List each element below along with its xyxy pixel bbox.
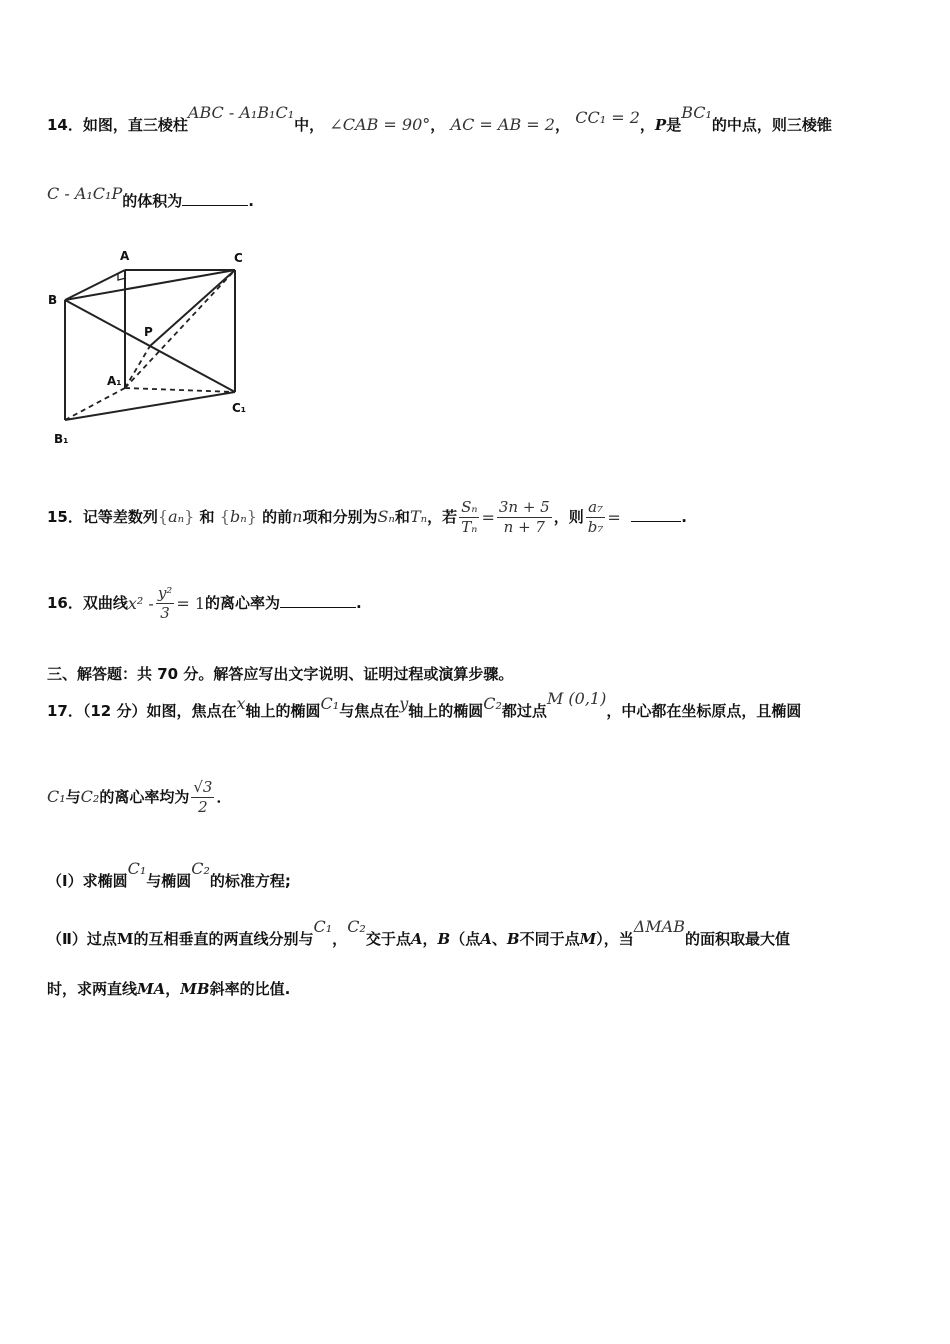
q17-part2-math-c2: C₂ — [347, 917, 366, 936]
q17-part2-point-a: A — [480, 930, 492, 948]
q14-point-p: P — [654, 116, 667, 134]
q15-text: 和 — [394, 508, 410, 526]
q15-frac3-num: a₇ — [586, 498, 606, 518]
q17-part1-text: （Ⅰ）求椭圆 — [47, 872, 128, 890]
q17-math-y: y — [399, 694, 409, 713]
q16-line — [47, 584, 362, 623]
line-cp — [150, 270, 235, 346]
q17-part2-point-b: B — [506, 930, 520, 948]
q17-part1-math-c1: C₁ — [127, 859, 147, 878]
q17-part2-line-1 — [47, 917, 790, 949]
q17-part2-line-2 — [47, 978, 290, 999]
q14-line-2 — [47, 184, 254, 211]
q15-frac1-num: Sₙ — [461, 498, 478, 516]
brace-close: } — [184, 507, 195, 526]
q15-frac2-num: 3n + 5 — [498, 498, 550, 516]
q17-part2-text: 的面积取最大值 — [684, 930, 790, 948]
q17-part2-text: （点 — [450, 930, 481, 948]
q17-math-c2: C₂ — [483, 694, 502, 713]
q15-math-tn: Tₙ — [409, 507, 428, 526]
q16-math-x2: x² - — [127, 594, 154, 613]
q14-answer-blank — [182, 195, 248, 206]
q17-part2-line-mb: MB — [180, 980, 210, 998]
q14-line-1 — [47, 103, 832, 135]
q15-fraction-a7-b7 — [586, 498, 606, 537]
q14-text: ， — [430, 116, 446, 134]
q17-part2-text: 交于点 — [365, 930, 411, 948]
q15-math-bn: bₙ — [229, 507, 247, 526]
q15-frac1-den: Tₙ — [461, 518, 478, 536]
q16-answer-blank — [280, 597, 356, 608]
q15-frac3-den: b₇ — [587, 518, 604, 536]
q15-equals-2: = — [607, 508, 621, 527]
prism-figure — [40, 240, 260, 455]
q17-part2-text: ， — [165, 980, 181, 998]
q15-text: 的前 — [262, 508, 293, 526]
q14-math-cc1: CC₁ = 2 — [575, 108, 640, 127]
q17-line-1 — [47, 689, 802, 721]
label-b1: B₁ — [54, 432, 69, 446]
q14-math-lengths: AC = AB = 2 — [450, 115, 555, 134]
q16-frac-num: y² — [157, 584, 173, 602]
q14-text: 中， — [294, 116, 325, 134]
q17-part1-text: 与椭圆 — [146, 872, 192, 890]
q17-text: 轴上的椭圆 — [245, 702, 321, 720]
q14-text: ， — [639, 116, 655, 134]
brace-close: } — [246, 507, 257, 526]
q17-math-x: x — [236, 694, 246, 713]
q14-math-prism: ABC - A₁B₁C₁ — [187, 103, 295, 122]
q14-text: 如图，直三棱柱 — [82, 116, 188, 134]
q14-math-bc1: BC₁ — [681, 103, 712, 122]
label-b: B — [48, 293, 58, 307]
q17-text: 都过点 — [501, 702, 547, 720]
q15-math-n: n — [292, 507, 303, 526]
q17-part2-point-b: B — [437, 930, 451, 948]
q15-text: 项和分别为 — [302, 508, 378, 526]
q17-math-c1: C₁ — [320, 694, 340, 713]
q15-fraction-ratio — [497, 498, 552, 537]
label-p: P — [144, 325, 153, 339]
q17-part2-text: 的互相垂直的两直线分别与 — [133, 930, 314, 948]
label-a1: A₁ — [107, 374, 122, 388]
q17-part2-text: 斜率的比值. — [209, 980, 291, 998]
q15-number: 15． — [47, 508, 83, 526]
q16-math-eq1: = 1 — [176, 594, 205, 613]
q17-number: 17． — [47, 702, 83, 720]
q15-text: ，则 — [553, 508, 584, 526]
q17-part1 — [47, 859, 291, 891]
q14-end: . — [248, 192, 254, 210]
q17-part2-text: ， — [422, 930, 438, 948]
q16-frac-den: 3 — [160, 604, 170, 622]
q15-equals: = — [481, 508, 495, 527]
q17-text: 轴上的椭圆 — [408, 702, 484, 720]
q17-math-c2: C₂ — [80, 787, 100, 806]
q15-text: 和 — [199, 508, 215, 526]
label-c: C — [234, 251, 243, 265]
q17-part2-text: （Ⅱ）过点 — [47, 930, 117, 948]
q17-part2-point-m: M — [116, 930, 134, 948]
brace-open: { — [157, 507, 169, 526]
q17-part2-text: ， — [332, 930, 348, 948]
q15-math-an: aₙ — [168, 507, 185, 526]
q14-text: 的中点，则三棱锥 — [711, 116, 832, 134]
q17-text: ，中心都在坐标原点，且椭圆 — [606, 702, 802, 720]
q14-math-pyramid: C - A₁C₁P — [47, 184, 123, 203]
q17-part2-text: 时，求两直线 — [47, 980, 138, 998]
q16-number: 16． — [47, 594, 83, 612]
q15-fraction-sn-tn — [459, 498, 479, 537]
section3-heading: 三、解答题：共 70 分。解答应写出文字说明、证明过程或演算步骤。 — [47, 665, 514, 683]
q17-text: 的离心率均为 — [99, 788, 190, 806]
q15-end: . — [681, 508, 687, 526]
q14-text: 是 — [666, 116, 682, 134]
q17-text: （12 分）如图，焦点在 — [82, 702, 237, 720]
q17-part1-math-c2: C₂ — [191, 859, 210, 878]
q17-frac-den: 2 — [198, 798, 208, 816]
q14-text: ， — [554, 116, 570, 134]
q15-text: ，若 — [427, 508, 458, 526]
line-a1p-hidden — [125, 346, 150, 388]
line-a1c-hidden — [125, 270, 235, 388]
q17-part2-point-a: A — [410, 930, 423, 948]
edge-a1c1-hidden — [125, 388, 235, 392]
q17-part2-math-triangle: ΔMAB — [633, 917, 685, 936]
edge-bc — [65, 270, 235, 300]
q15-line — [47, 498, 687, 537]
q17-part2-text: ），当 — [596, 930, 634, 948]
label-a: A — [120, 249, 130, 263]
q17-part1-text: 的标准方程; — [209, 872, 291, 890]
q17-part2-text: 、 — [491, 930, 507, 948]
q16-text: 的离心率为 — [205, 594, 281, 612]
q17-line-2 — [47, 778, 231, 817]
q17-frac-num: √3 — [193, 778, 213, 796]
q17-part2-math-c1: C₁ — [313, 917, 333, 936]
q17-text: 与焦点在 — [339, 702, 400, 720]
q15-text: 记等差数列 — [82, 508, 158, 526]
q16-end: . — [356, 594, 362, 612]
q17-part2-point-m: M — [579, 930, 597, 948]
q14-math-angle: ∠CAB = 90° — [329, 115, 431, 134]
q17-part2-line-ma: MA — [137, 980, 166, 998]
q17-part2-text: 不同于点 — [519, 930, 580, 948]
label-c1: C₁ — [232, 401, 247, 415]
q17-math-point-m: M (0,1) — [546, 689, 607, 708]
q17-end: ． — [216, 788, 232, 806]
q16-text: 双曲线 — [82, 594, 128, 612]
q14-text: 的体积为 — [122, 192, 183, 210]
q17-text: 与 — [65, 788, 81, 806]
q17-math-c1: C₁ — [47, 787, 66, 806]
q15-frac2-den: n + 7 — [503, 518, 545, 536]
q17-fraction-eccentricity — [191, 778, 214, 817]
q15-math-sn: Sₙ — [377, 507, 395, 526]
q16-fraction — [156, 584, 175, 623]
q15-answer-blank — [631, 511, 681, 522]
brace-open: { — [219, 507, 230, 526]
q14-number: 14． — [47, 116, 83, 134]
